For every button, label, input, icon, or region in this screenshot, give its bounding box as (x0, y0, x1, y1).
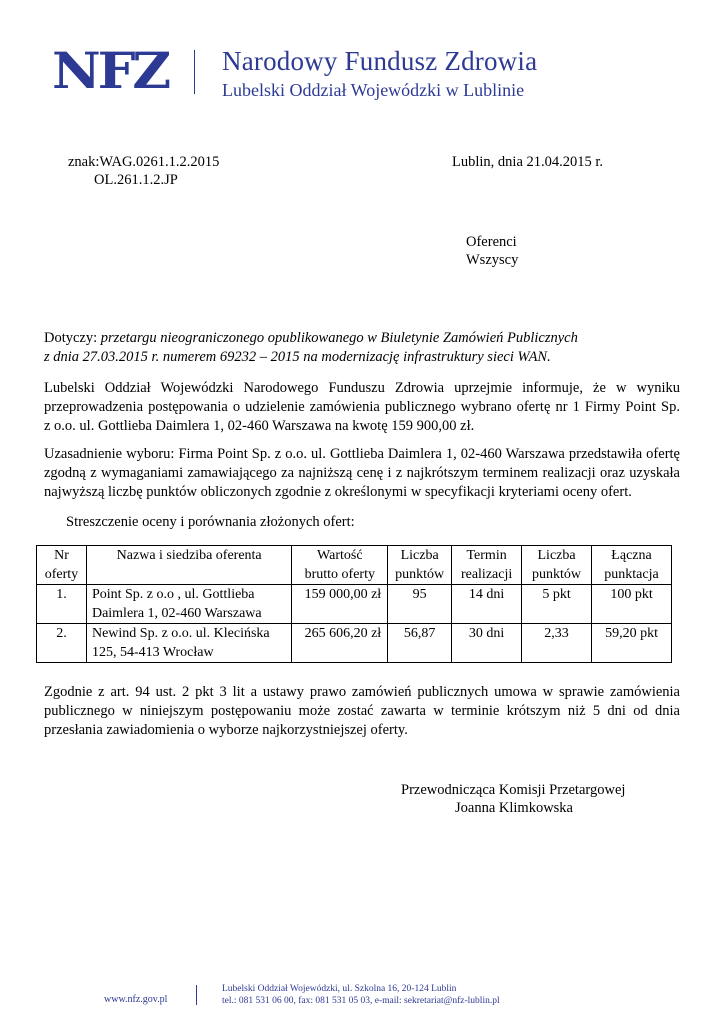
paragraph-line: Zgodnie z art. 94 ust. 2 pkt 3 lit a ustawy prawo zamówień publicznych umowa w sprawie zamówienia (44, 684, 680, 700)
offers-table (36, 545, 672, 663)
subject-block (44, 329, 680, 367)
cell-bidder-name: Newind Sp. z o.o. ul. Klecińska 125, 54-413 Wrocław (86, 624, 291, 663)
header-divider (194, 50, 195, 94)
recipient-line-2: Wszyscy (466, 252, 519, 268)
signature-name: Joanna Klimkowska (455, 800, 573, 816)
footer-address: Lubelski Oddział Wojewódzki, ul. Szkolna 16, 20-124 Lublin (222, 984, 457, 994)
header-total-score: Łączna punktacja (592, 546, 672, 585)
reference-label: znak: (68, 154, 100, 170)
cell-total-score: 59,20 pkt (592, 624, 672, 663)
paragraph-justification (44, 445, 680, 502)
table-row (37, 585, 672, 624)
paragraph-line: przesłania zawiadomienia o wyborze najkorzystniejszej oferty. (44, 722, 408, 738)
cell-term-points: 5 pkt (522, 585, 592, 624)
table-row (37, 624, 672, 663)
cell-points: 95 (388, 585, 452, 624)
paragraph-line: przeprowadzenia postępowania o udzielenie zamówienia publicznego wybrano ofertę nr 1 Firmy Point Sp. (44, 399, 680, 415)
organization-branch: Lubelski Oddział Wojewódzki w Lublinie (222, 80, 525, 100)
paragraph-line: Uzasadnienie wyboru: Firma Point Sp. z o.o. ul. Gottlieba Daimlera 1, 02-460 Warszawa przedstawiła ofertę (44, 446, 680, 462)
cell-delivery-term: 14 dni (452, 585, 522, 624)
organization-name: Narodowy Fundusz Zdrowia (222, 46, 538, 76)
paragraph-line: najwyższą liczbę punktów obliczonych zgodnie z określonymi w specyfikacji kryteriami oceny ofert. (44, 484, 632, 500)
recipient-line-1: Oferenci (466, 234, 517, 250)
footer-divider (196, 985, 197, 1005)
header-delivery-term: Termin realizacji (452, 546, 522, 585)
paragraph-selection (44, 379, 680, 436)
place-date: Lublin, dnia 21.04.2015 r. (452, 154, 604, 170)
header-points: Liczba punktów (388, 546, 452, 585)
reference-number-1: WAG.0261.1.2.2015 (99, 154, 220, 170)
cell-gross-value: 159 000,00 zł (292, 585, 388, 624)
cell-offer-number: 2. (37, 624, 87, 663)
table-header-row (37, 546, 672, 585)
footer-contact: tel.: 081 531 06 00, fax: 081 531 05 03, e-mail: sekretariat@nfz-lublin.pl (222, 996, 500, 1006)
cell-gross-value: 265 606,20 zł (292, 624, 388, 663)
header-gross-value: Wartość brutto oferty (292, 546, 388, 585)
paragraph-line: publicznego w niniejszym postępowaniu może zostać zawarta w terminie krótszym niż 5 dni od dnia (44, 703, 680, 719)
nfz-logo (52, 44, 170, 94)
cell-bidder-name: Point Sp. z o.o , ul. Gottlieba Daimlera 1, 02-460 Warszawa (86, 585, 291, 624)
subject-line-1: przetargu nieograniczonego opublikowanego w Biuletynie Zamówień Publicznych (100, 330, 578, 346)
cell-term-points: 2,33 (522, 624, 592, 663)
subject-line-2: z dnia 27.03.2015 r. numerem 69232 – 2015 na modernizację infrastruktury sieci WAN. (44, 349, 551, 365)
svg-text:NFZ: NFZ (52, 44, 170, 94)
paragraph-line: Lubelski Oddział Wojewódzki Narodowego Funduszu Zdrowia uprzejmie informuje, że w wyniku (44, 380, 680, 396)
paragraph-legal-basis (44, 683, 680, 740)
summary-heading: Streszczenie oceny i porównania złożonych ofert: (66, 514, 355, 530)
subject-label: Dotyczy: (44, 330, 101, 346)
paragraph-line: z o.o. ul. Gottlieba Daimlera 1, 02-460 Warszawa na kwotę 159 900,00 zł. (44, 418, 475, 434)
signature-title: Przewodnicząca Komisji Przetargowej (401, 782, 626, 798)
cell-total-score: 100 pkt (592, 585, 672, 624)
header-offer-number: Nr oferty (37, 546, 87, 585)
cell-points: 56,87 (388, 624, 452, 663)
reference-line-1 (68, 153, 219, 172)
cell-delivery-term: 30 dni (452, 624, 522, 663)
header-bidder-name: Nazwa i siedziba oferenta (86, 546, 291, 585)
cell-offer-number: 1. (37, 585, 87, 624)
header-term-points: Liczba punktów (522, 546, 592, 585)
paragraph-line: zgodną z wymaganiami zamawiającego za najniższą cenę i z najkrótszym terminem realizacji oraz uzyskała (44, 465, 680, 481)
reference-number-2: OL.261.1.2.JP (94, 172, 178, 188)
footer-address-block (222, 983, 500, 1007)
footer-website-link[interactable]: www.nfz.gov.pl (104, 994, 168, 1005)
